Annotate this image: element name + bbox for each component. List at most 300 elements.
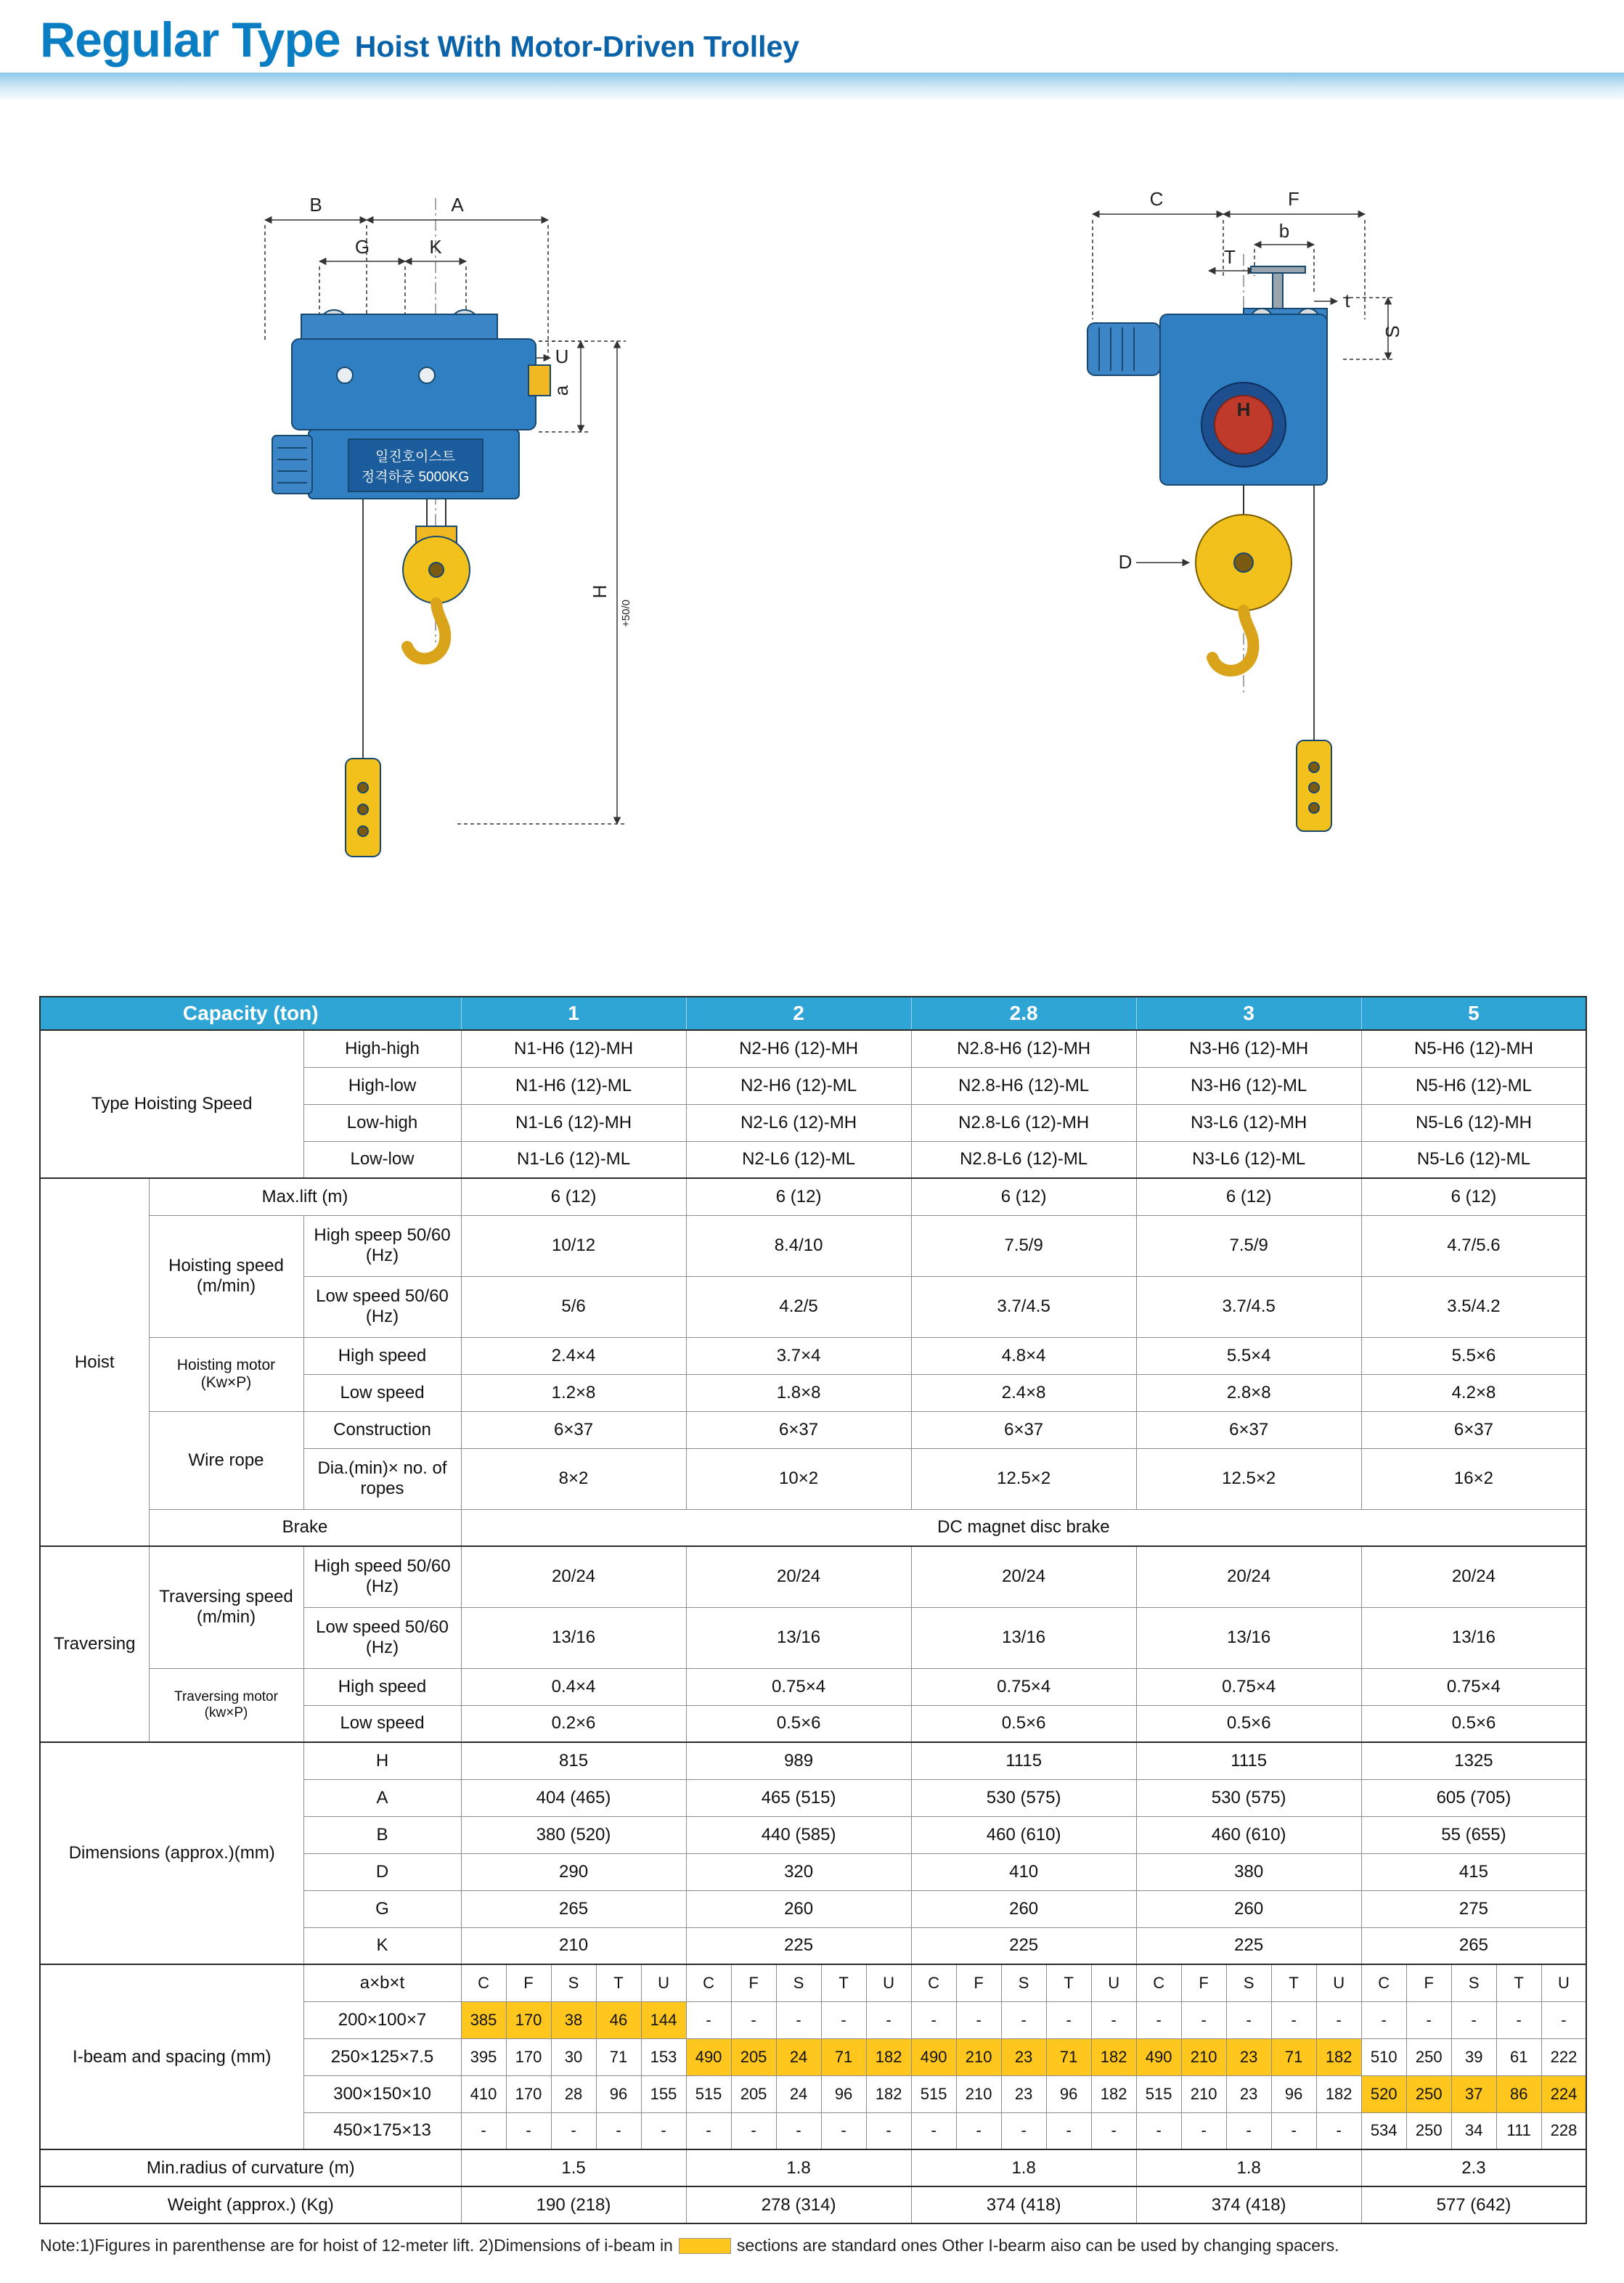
value-cell: 265 bbox=[461, 1890, 686, 1927]
value-cell: - bbox=[1226, 2001, 1271, 2038]
value-cell: F bbox=[956, 1964, 1001, 2001]
dim-label-K: K bbox=[429, 236, 442, 258]
value-cell: - bbox=[956, 2112, 1001, 2149]
row-label-cell: Brake bbox=[149, 1509, 461, 1546]
value-cell: 210 bbox=[956, 2038, 1001, 2075]
value-cell: 1.8 bbox=[911, 2149, 1136, 2186]
value-cell: 490 bbox=[686, 2038, 731, 2075]
dim-label-D: D bbox=[1118, 551, 1133, 573]
value-cell: 13/16 bbox=[1136, 1607, 1361, 1668]
row-label-cell: Low-low bbox=[303, 1141, 461, 1178]
table-row bbox=[40, 1546, 1586, 1607]
value-cell: C bbox=[911, 1964, 956, 2001]
table-row bbox=[40, 1030, 1586, 1067]
row-label-cell: Low speed 50/60 (Hz) bbox=[303, 1607, 461, 1668]
value-cell: N3-H6 (12)-MH bbox=[1136, 1030, 1361, 1067]
row-label-cell: A bbox=[303, 1779, 461, 1816]
page-title: Regular Type bbox=[40, 12, 340, 68]
value-cell: N2.8-H6 (12)-MH bbox=[911, 1030, 1136, 1067]
value-cell: N1-H6 (12)-MH bbox=[461, 1030, 686, 1067]
value-cell: 4.2/5 bbox=[686, 1276, 911, 1337]
value-cell: - bbox=[1091, 2001, 1136, 2038]
hoist-side-view-drawing bbox=[1074, 185, 1408, 853]
value-cell: 34 bbox=[1451, 2112, 1496, 2149]
value-cell: 30 bbox=[551, 2038, 596, 2075]
row-label-cell: H bbox=[303, 1742, 461, 1779]
row-label-cell: I-beam and spacing (mm) bbox=[40, 1964, 303, 2149]
value-cell: N1-L6 (12)-MH bbox=[461, 1104, 686, 1141]
value-cell: 71 bbox=[821, 2038, 866, 2075]
value-cell: 260 bbox=[686, 1890, 911, 1927]
value-cell: 96 bbox=[1271, 2075, 1316, 2112]
value-cell: 225 bbox=[686, 1927, 911, 1964]
value-cell: - bbox=[1046, 2112, 1091, 2149]
value-cell: 465 (515) bbox=[686, 1779, 911, 1816]
value-cell: 250 bbox=[1406, 2075, 1451, 2112]
value-cell: 37 bbox=[1451, 2075, 1496, 2112]
value-cell: 2.8×8 bbox=[1136, 1374, 1361, 1411]
dim-label-U: U bbox=[555, 346, 569, 367]
value-cell: 24 bbox=[776, 2075, 821, 2112]
row-label-cell: Traversing bbox=[40, 1546, 149, 1742]
row-label-cell: Dia.(min)× no. of ropes bbox=[303, 1448, 461, 1509]
dim-label-H-tolerance: +50/0 bbox=[620, 600, 632, 627]
column-header-cell: 2.8 bbox=[911, 997, 1136, 1030]
value-cell: 290 bbox=[461, 1853, 686, 1890]
value-cell: N2-L6 (12)-MH bbox=[686, 1104, 911, 1141]
value-cell: - bbox=[1316, 2001, 1361, 2038]
value-cell: - bbox=[1451, 2001, 1496, 2038]
dim-label-S: S bbox=[1382, 325, 1403, 338]
value-cell: N3-H6 (12)-ML bbox=[1136, 1067, 1361, 1104]
value-cell: T bbox=[1496, 1964, 1541, 2001]
value-cell: S bbox=[1226, 1964, 1271, 2001]
value-cell: - bbox=[1181, 2001, 1226, 2038]
value-cell: - bbox=[1136, 2001, 1181, 2038]
value-cell: 5/6 bbox=[461, 1276, 686, 1337]
row-label-cell: 300×150×10 bbox=[303, 2075, 461, 2112]
dim-label-a: a bbox=[550, 385, 572, 396]
row-label-cell: K bbox=[303, 1927, 461, 1964]
value-cell: - bbox=[1271, 2001, 1316, 2038]
value-cell: U bbox=[866, 1964, 911, 2001]
row-label-cell: Hoist bbox=[40, 1178, 149, 1546]
value-cell: - bbox=[641, 2112, 686, 2149]
row-label-cell: Low speed bbox=[303, 1374, 461, 1411]
dim-label-b: b bbox=[1278, 220, 1290, 242]
dim-label-B: B bbox=[309, 194, 322, 216]
table-row bbox=[40, 1215, 1586, 1276]
value-cell: S bbox=[776, 1964, 821, 2001]
table-row bbox=[40, 1668, 1586, 1705]
page-subtitle: Hoist With Motor-Driven Trolley bbox=[354, 30, 800, 63]
value-cell: 7.5/9 bbox=[911, 1215, 1136, 1276]
value-cell: 278 (314) bbox=[686, 2186, 911, 2223]
value-cell: 260 bbox=[1136, 1890, 1361, 1927]
value-cell: 155 bbox=[641, 2075, 686, 2112]
value-cell: 96 bbox=[596, 2075, 641, 2112]
value-cell: 55 (655) bbox=[1361, 1816, 1586, 1853]
value-cell: 8.4/10 bbox=[686, 1215, 911, 1276]
row-label-cell: Dimensions (approx.)(mm) bbox=[40, 1742, 303, 1964]
value-cell: 228 bbox=[1541, 2112, 1586, 2149]
dim-label-T: T bbox=[1224, 246, 1236, 268]
pendant-button bbox=[358, 826, 368, 836]
table-row bbox=[40, 2186, 1586, 2223]
value-cell: 250 bbox=[1406, 2112, 1451, 2149]
row-label-cell: a×b×t bbox=[303, 1964, 461, 2001]
value-cell: 225 bbox=[911, 1927, 1136, 1964]
value-cell: 20/24 bbox=[686, 1546, 911, 1607]
value-cell: - bbox=[866, 2001, 911, 2038]
value-cell: C bbox=[461, 1964, 506, 2001]
value-cell: 13/16 bbox=[461, 1607, 686, 1668]
value-cell: U bbox=[1316, 1964, 1361, 2001]
value-cell: 2.3 bbox=[1361, 2149, 1586, 2186]
value-cell: 205 bbox=[731, 2038, 776, 2075]
value-cell: 460 (610) bbox=[911, 1816, 1136, 1853]
table-row bbox=[40, 2149, 1586, 2186]
housing-bolt bbox=[337, 367, 353, 383]
value-cell: 0.5×6 bbox=[1136, 1705, 1361, 1742]
value-cell: 380 bbox=[1136, 1853, 1361, 1890]
value-cell: C bbox=[686, 1964, 731, 2001]
plate-capacity-text: 정격하중 5000KG bbox=[361, 470, 470, 485]
value-cell: 205 bbox=[731, 2075, 776, 2112]
row-label-cell: G bbox=[303, 1890, 461, 1927]
value-cell: U bbox=[1541, 1964, 1586, 2001]
header-gradient-band bbox=[0, 73, 1624, 102]
value-cell: 182 bbox=[866, 2038, 911, 2075]
value-cell: 23 bbox=[1226, 2038, 1271, 2075]
table-row bbox=[40, 1337, 1586, 1374]
value-cell: 170 bbox=[506, 2001, 551, 2038]
value-cell: 46 bbox=[596, 2001, 641, 2038]
pendant-button bbox=[358, 804, 368, 814]
pendant-button bbox=[358, 783, 368, 793]
column-header-cell: 2 bbox=[686, 997, 911, 1030]
value-cell: 222 bbox=[1541, 2038, 1586, 2075]
row-label-cell: Wire rope bbox=[149, 1411, 303, 1509]
value-cell: 6×37 bbox=[461, 1411, 686, 1448]
value-cell: N1-L6 (12)-ML bbox=[461, 1141, 686, 1178]
value-cell: - bbox=[596, 2112, 641, 2149]
footnote-text-1: Note:1)Figures in parenthense are for hoist of 12-meter lift. 2)Dimensions of i-beam in bbox=[40, 2236, 673, 2255]
value-cell: 225 bbox=[1136, 1927, 1361, 1964]
value-cell: 0.2×6 bbox=[461, 1705, 686, 1742]
value-cell: 4.8×4 bbox=[911, 1337, 1136, 1374]
value-cell: 374 (418) bbox=[911, 2186, 1136, 2223]
value-cell: 182 bbox=[1316, 2075, 1361, 2112]
hook bbox=[1212, 610, 1253, 671]
row-label-cell: Hoisting speed (m/min) bbox=[149, 1215, 303, 1337]
value-cell: 210 bbox=[461, 1927, 686, 1964]
row-label-cell: Min.radius of curvature (m) bbox=[40, 2149, 461, 2186]
value-cell: 61 bbox=[1496, 2038, 1541, 2075]
value-cell: 490 bbox=[1136, 2038, 1181, 2075]
value-cell: 38 bbox=[551, 2001, 596, 2038]
value-cell: - bbox=[731, 2001, 776, 2038]
value-cell: 8×2 bbox=[461, 1448, 686, 1509]
value-cell: 815 bbox=[461, 1742, 686, 1779]
row-label-cell: Traversing speed (m/min) bbox=[149, 1546, 303, 1668]
row-label-cell: Weight (approx.) (Kg) bbox=[40, 2186, 461, 2223]
value-cell: 0.75×4 bbox=[1136, 1668, 1361, 1705]
hoist-body-side bbox=[1088, 266, 1331, 831]
value-cell: 12.5×2 bbox=[911, 1448, 1136, 1509]
value-cell: 210 bbox=[1181, 2038, 1226, 2075]
value-cell: 190 (218) bbox=[461, 2186, 686, 2223]
value-cell: - bbox=[821, 2001, 866, 2038]
value-cell: 6 (12) bbox=[1136, 1178, 1361, 1215]
column-header-cell: 1 bbox=[461, 997, 686, 1030]
value-cell: 23 bbox=[1001, 2075, 1046, 2112]
row-label-cell: High speep 50/60 (Hz) bbox=[303, 1215, 461, 1276]
hook-sheave-axle bbox=[1234, 553, 1253, 572]
value-cell: 1.5 bbox=[461, 2149, 686, 2186]
value-cell: 577 (642) bbox=[1361, 2186, 1586, 2223]
value-cell: 1.8 bbox=[1136, 2149, 1361, 2186]
row-label-cell: B bbox=[303, 1816, 461, 1853]
value-cell: 515 bbox=[686, 2075, 731, 2112]
value-cell: N3-L6 (12)-ML bbox=[1136, 1141, 1361, 1178]
value-cell: 515 bbox=[911, 2075, 956, 2112]
value-cell: S bbox=[551, 1964, 596, 2001]
value-cell: F bbox=[731, 1964, 776, 2001]
value-cell: 5.5×6 bbox=[1361, 1337, 1586, 1374]
value-cell: - bbox=[1001, 2112, 1046, 2149]
value-cell: T bbox=[821, 1964, 866, 2001]
column-header-cell: Capacity (ton) bbox=[40, 997, 461, 1030]
value-cell: 260 bbox=[911, 1890, 1136, 1927]
value-cell: 490 bbox=[911, 2038, 956, 2075]
value-cell: - bbox=[821, 2112, 866, 2149]
value-cell: 0.75×4 bbox=[686, 1668, 911, 1705]
value-cell: 24 bbox=[776, 2038, 821, 2075]
value-cell: 374 (418) bbox=[1136, 2186, 1361, 2223]
value-cell: - bbox=[461, 2112, 506, 2149]
value-cell: 320 bbox=[686, 1853, 911, 1890]
value-cell: - bbox=[551, 2112, 596, 2149]
value-cell: 170 bbox=[506, 2075, 551, 2112]
value-cell: 4.7/5.6 bbox=[1361, 1215, 1586, 1276]
value-cell: - bbox=[686, 2112, 731, 2149]
value-cell: 20/24 bbox=[911, 1546, 1136, 1607]
value-cell: 182 bbox=[1091, 2075, 1136, 2112]
value-cell: 605 (705) bbox=[1361, 1779, 1586, 1816]
value-cell: DC magnet disc brake bbox=[461, 1509, 1586, 1546]
row-label-cell: High speed bbox=[303, 1668, 461, 1705]
value-cell: 989 bbox=[686, 1742, 911, 1779]
value-cell: 13/16 bbox=[686, 1607, 911, 1668]
value-cell: 20/24 bbox=[1136, 1546, 1361, 1607]
value-cell: 96 bbox=[821, 2075, 866, 2112]
value-cell: 1.2×8 bbox=[461, 1374, 686, 1411]
value-cell: F bbox=[1181, 1964, 1226, 2001]
value-cell: 1.8×8 bbox=[686, 1374, 911, 1411]
value-cell: 16×2 bbox=[1361, 1448, 1586, 1509]
value-cell: T bbox=[1046, 1964, 1091, 2001]
table-row bbox=[40, 1411, 1586, 1448]
row-label-cell: D bbox=[303, 1853, 461, 1890]
value-cell: C bbox=[1136, 1964, 1181, 2001]
row-label-cell: High-low bbox=[303, 1067, 461, 1104]
value-cell: 3.7/4.5 bbox=[1136, 1276, 1361, 1337]
value-cell: 410 bbox=[461, 2075, 506, 2112]
hoist-housing bbox=[292, 339, 536, 430]
value-cell: 395 bbox=[461, 2038, 506, 2075]
value-cell: 6 (12) bbox=[461, 1178, 686, 1215]
value-cell: - bbox=[1496, 2001, 1541, 2038]
dim-label-G: G bbox=[354, 236, 370, 258]
value-cell: 6×37 bbox=[1136, 1411, 1361, 1448]
value-cell: 0.4×4 bbox=[461, 1668, 686, 1705]
value-cell: U bbox=[1091, 1964, 1136, 2001]
value-cell: - bbox=[1136, 2112, 1181, 2149]
value-cell: - bbox=[911, 2001, 956, 2038]
row-label-cell: Low speed bbox=[303, 1705, 461, 1742]
value-cell: 210 bbox=[956, 2075, 1001, 2112]
value-cell: N2.8-L6 (12)-MH bbox=[911, 1104, 1136, 1141]
value-cell: N2-H6 (12)-ML bbox=[686, 1067, 911, 1104]
value-cell: 4.2×8 bbox=[1361, 1374, 1586, 1411]
value-cell: 440 (585) bbox=[686, 1816, 911, 1853]
value-cell: 224 bbox=[1541, 2075, 1586, 2112]
limit-switch-box bbox=[529, 365, 550, 396]
value-cell: 265 bbox=[1361, 1927, 1586, 1964]
value-cell: N2-L6 (12)-ML bbox=[686, 1141, 911, 1178]
row-label-cell: Low speed 50/60 (Hz) bbox=[303, 1276, 461, 1337]
value-cell: 530 (575) bbox=[911, 1779, 1136, 1816]
row-label-cell: Construction bbox=[303, 1411, 461, 1448]
badge-letter: H bbox=[1236, 399, 1251, 420]
value-cell: S bbox=[1451, 1964, 1496, 2001]
value-cell: 1325 bbox=[1361, 1742, 1586, 1779]
hoist-body-front bbox=[272, 310, 550, 857]
page-header bbox=[40, 12, 799, 68]
row-label-cell: Low-high bbox=[303, 1104, 461, 1141]
row-label-cell: 250×125×7.5 bbox=[303, 2038, 461, 2075]
value-cell: - bbox=[911, 2112, 956, 2149]
value-cell: 410 bbox=[911, 1853, 1136, 1890]
value-cell: 23 bbox=[1001, 2038, 1046, 2075]
pendant-button bbox=[1309, 803, 1319, 813]
value-cell: F bbox=[1406, 1964, 1451, 2001]
value-cell: 20/24 bbox=[1361, 1546, 1586, 1607]
value-cell: 86 bbox=[1496, 2075, 1541, 2112]
value-cell: - bbox=[1001, 2001, 1046, 2038]
table-row bbox=[40, 1509, 1586, 1546]
value-cell: 182 bbox=[1316, 2038, 1361, 2075]
value-cell: 71 bbox=[1046, 2038, 1091, 2075]
yellow-highlight-swatch bbox=[679, 2238, 731, 2254]
value-cell: 6×37 bbox=[1361, 1411, 1586, 1448]
value-cell: - bbox=[1316, 2112, 1361, 2149]
value-cell: N5-L6 (12)-MH bbox=[1361, 1104, 1586, 1141]
value-cell: 6×37 bbox=[911, 1411, 1136, 1448]
value-cell: 0.5×6 bbox=[911, 1705, 1136, 1742]
column-header-cell: 5 bbox=[1361, 997, 1586, 1030]
plate-brand-text: 일진호이스트 bbox=[375, 449, 456, 465]
value-cell: - bbox=[776, 2001, 821, 2038]
suspension-bar bbox=[1251, 266, 1305, 273]
value-cell: 111 bbox=[1496, 2112, 1541, 2149]
value-cell: - bbox=[956, 2001, 1001, 2038]
value-cell: 10×2 bbox=[686, 1448, 911, 1509]
value-cell: - bbox=[731, 2112, 776, 2149]
value-cell: 0.75×4 bbox=[1361, 1668, 1586, 1705]
value-cell: 71 bbox=[596, 2038, 641, 2075]
row-label-cell: High speed bbox=[303, 1337, 461, 1374]
value-cell: 20/24 bbox=[461, 1546, 686, 1607]
dim-label-F: F bbox=[1288, 188, 1299, 210]
value-cell: 13/16 bbox=[911, 1607, 1136, 1668]
value-cell: S bbox=[1001, 1964, 1046, 2001]
value-cell: - bbox=[1361, 2001, 1406, 2038]
value-cell: - bbox=[776, 2112, 821, 2149]
hook bbox=[407, 603, 445, 658]
value-cell: N5-L6 (12)-ML bbox=[1361, 1141, 1586, 1178]
value-cell: 210 bbox=[1181, 2075, 1226, 2112]
hoist-motor bbox=[272, 436, 312, 494]
value-cell: - bbox=[686, 2001, 731, 2038]
value-cell: 275 bbox=[1361, 1890, 1586, 1927]
value-cell: 39 bbox=[1451, 2038, 1496, 2075]
value-cell: 385 bbox=[461, 2001, 506, 2038]
value-cell: - bbox=[506, 2112, 551, 2149]
value-cell: 3.7/4.5 bbox=[911, 1276, 1136, 1337]
value-cell: 6 (12) bbox=[911, 1178, 1136, 1215]
dim-label-C: C bbox=[1149, 188, 1164, 210]
value-cell: 0.5×6 bbox=[1361, 1705, 1586, 1742]
value-cell: 520 bbox=[1361, 2075, 1406, 2112]
value-cell: 10/12 bbox=[461, 1215, 686, 1276]
footnote bbox=[40, 2236, 1586, 2255]
value-cell: N3-L6 (12)-MH bbox=[1136, 1104, 1361, 1141]
value-cell: 1115 bbox=[1136, 1742, 1361, 1779]
value-cell: N1-H6 (12)-ML bbox=[461, 1067, 686, 1104]
value-cell: 3.7×4 bbox=[686, 1337, 911, 1374]
value-cell: 6×37 bbox=[686, 1411, 911, 1448]
value-cell: - bbox=[1046, 2001, 1091, 2038]
row-label-cell: 200×100×7 bbox=[303, 2001, 461, 2038]
row-label-cell: High speed 50/60 (Hz) bbox=[303, 1546, 461, 1607]
row-label-cell: Max.lift (m) bbox=[149, 1178, 461, 1215]
value-cell: 1115 bbox=[911, 1742, 1136, 1779]
value-cell: 415 bbox=[1361, 1853, 1586, 1890]
value-cell: 510 bbox=[1361, 2038, 1406, 2075]
value-cell: 96 bbox=[1046, 2075, 1091, 2112]
row-label-cell: 450×175×13 bbox=[303, 2112, 461, 2149]
suspension-stem bbox=[1273, 272, 1283, 310]
value-cell: 3.5/4.2 bbox=[1361, 1276, 1586, 1337]
row-label-cell: High-high bbox=[303, 1030, 461, 1067]
value-cell: N2.8-L6 (12)-ML bbox=[911, 1141, 1136, 1178]
value-cell: 2.4×8 bbox=[911, 1374, 1136, 1411]
dim-label-t: t bbox=[1345, 290, 1350, 311]
table-row bbox=[40, 1964, 1586, 2001]
table-row bbox=[40, 1178, 1586, 1215]
pendant-button bbox=[1309, 762, 1319, 772]
trolley-frame bbox=[301, 314, 497, 339]
value-cell: 13/16 bbox=[1361, 1607, 1586, 1668]
value-cell: U bbox=[641, 1964, 686, 2001]
value-cell: - bbox=[1181, 2112, 1226, 2149]
table-row bbox=[40, 1742, 1586, 1779]
dim-label-A: A bbox=[451, 194, 464, 216]
value-cell: T bbox=[1271, 1964, 1316, 2001]
value-cell: N5-H6 (12)-ML bbox=[1361, 1067, 1586, 1104]
